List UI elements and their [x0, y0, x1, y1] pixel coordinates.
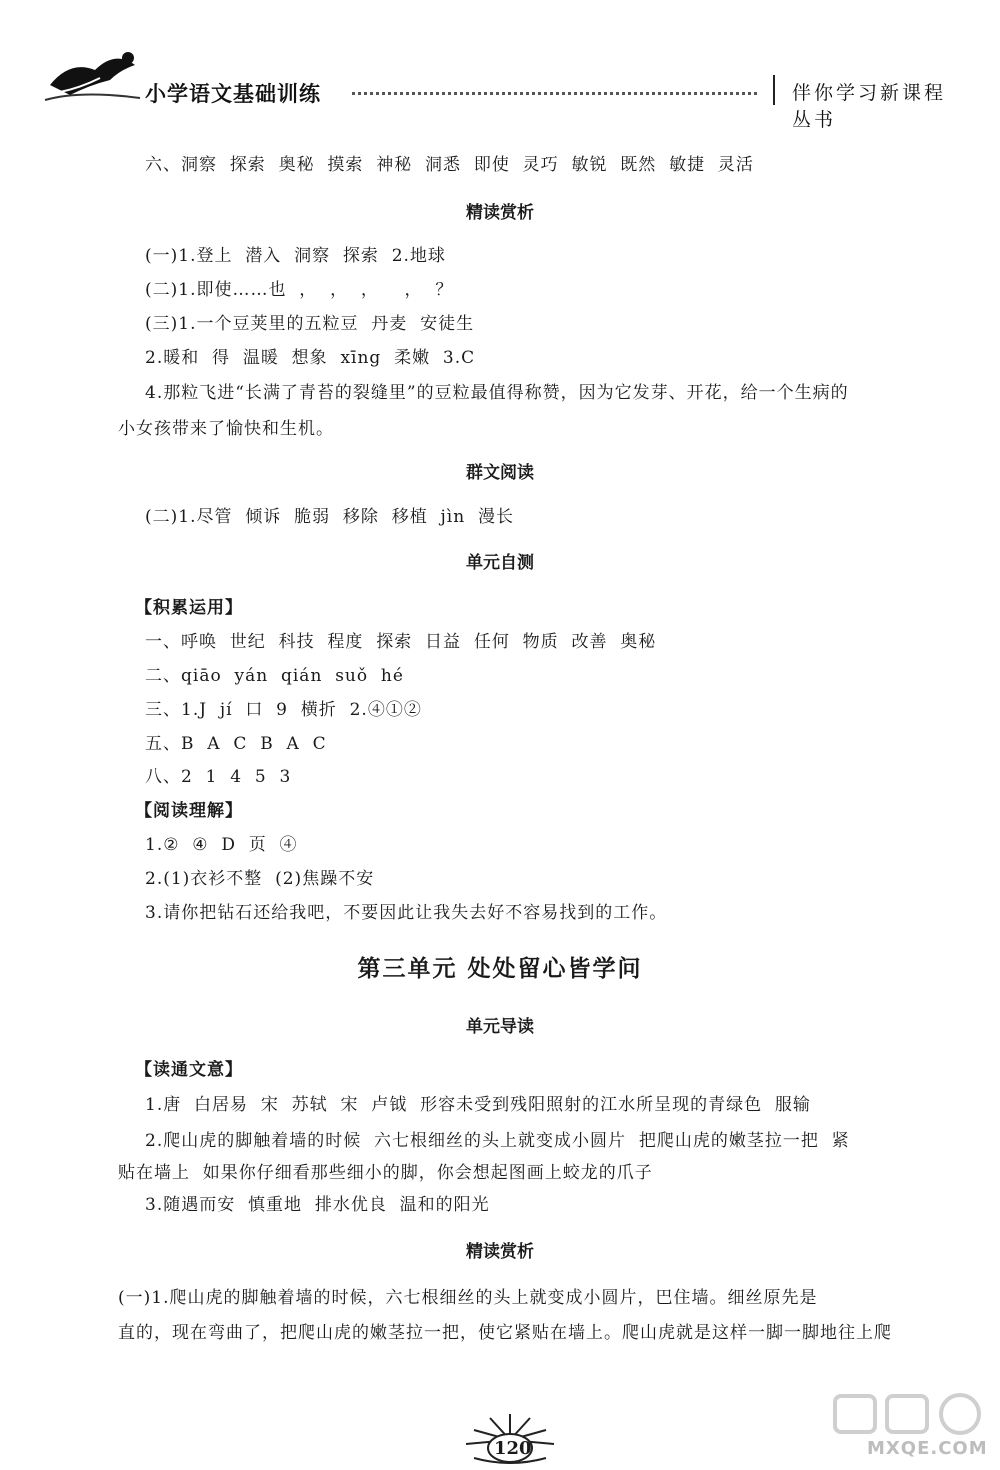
- text-line: 小女孩带来了愉快和生机。: [118, 419, 334, 439]
- text-line: 3.请你把钻石还给我吧，不要因此让我失去好不容易找到的工作。: [145, 903, 668, 923]
- watermark-text: MXQE.COM: [867, 1438, 988, 1459]
- section-heading: 单元导读: [466, 1017, 534, 1037]
- text-line: 3.随遇而安 慎重地 排水优良 温和的阳光: [145, 1195, 490, 1215]
- page-number-badge: [460, 1410, 560, 1465]
- page-number: 120: [494, 1438, 532, 1459]
- text-line: 直的，现在弯曲了，把爬山虎的嫩茎拉一把，使它紧贴在墙上。爬山虎就是这样一脚一脚地往上爬: [118, 1323, 892, 1343]
- text-line: (三)1.一个豆荚里的五粒豆 丹麦 安徒生: [145, 314, 475, 334]
- book-title: 小学语文基础训练: [145, 82, 321, 106]
- series-title: 伴你学习新课程丛书: [792, 82, 947, 131]
- section-heading: 单元自测: [466, 553, 534, 573]
- watermark: [825, 1390, 995, 1465]
- text-line: 贴在墙上 如果你仔细看那些细小的脚，你会想起图画上蛟龙的爪子: [118, 1163, 653, 1183]
- text-line: 一、呼唤 世纪 科技 程度 探索 日益 任何 物质 改善 奥秘: [145, 632, 657, 652]
- subsection-label: 【阅读理解】: [135, 801, 243, 821]
- subsection-label: 【读通文意】: [135, 1060, 243, 1080]
- text-line: 2.爬山虎的脚触着墙的时候 六七根细丝的头上就变成小圆片 把爬山虎的嫩茎拉一把 紧: [145, 1131, 850, 1151]
- text-line: 五、B A C B A C: [145, 734, 327, 754]
- text-line: 六、洞察 探索 奥秘 摸索 神秘 洞悉 即使 灵巧 敏锐 既然 敏捷 灵活: [145, 155, 754, 175]
- text-line: (二)1.尽管 倾诉 脆弱 移除 移植 jìn 漫长: [145, 507, 514, 527]
- unit-title: 第三单元 处处留心皆学问: [357, 956, 643, 982]
- text-line: 三、1.J jí 口 9 横折 2.④①②: [145, 700, 422, 720]
- subsection-label: 【积累运用】: [135, 598, 243, 618]
- page-header: [40, 40, 960, 131]
- text-line: (一)1.爬山虎的脚触着墙的时候，六七根细丝的头上就变成小圆片，巴住墙。细丝原先是: [118, 1288, 818, 1308]
- text-line: 1.② ④ D 页 ④: [145, 835, 298, 855]
- flying-book-logo-icon: [40, 40, 150, 105]
- text-line: 4.那粒飞进“长满了青苔的裂缝里”的豆粒最值得称赞，因为它发芽、开花，给一个生病的: [145, 383, 849, 403]
- header-dotted-rule: [352, 88, 757, 95]
- text-line: 八、2 1 4 5 3: [145, 767, 292, 787]
- watermark-logo-icon: [825, 1390, 995, 1438]
- section-heading: 精读赏析: [466, 1242, 534, 1262]
- text-line: 2.暖和 得 温暖 想象 xīng 柔嫩 3.C: [145, 348, 476, 368]
- section-heading: 精读赏析: [466, 203, 534, 223]
- text-line: 二、qiāo yán qián suǒ hé: [145, 666, 404, 686]
- section-heading: 群文阅读: [466, 463, 534, 483]
- text-line: 2.(1)衣衫不整 (2)焦躁不安: [145, 869, 375, 889]
- text-line: 1.唐 白居易 宋 苏轼 宋 卢钺 形容未受到残阳照射的江水所呈现的青绿色 服输: [145, 1095, 811, 1115]
- text-line: (一)1.登上 潜入 洞察 探索 2.地球: [145, 246, 446, 266]
- header-divider: [773, 75, 775, 105]
- text-line: (二)1.即使……也 ， ， ， ， ？: [145, 280, 454, 300]
